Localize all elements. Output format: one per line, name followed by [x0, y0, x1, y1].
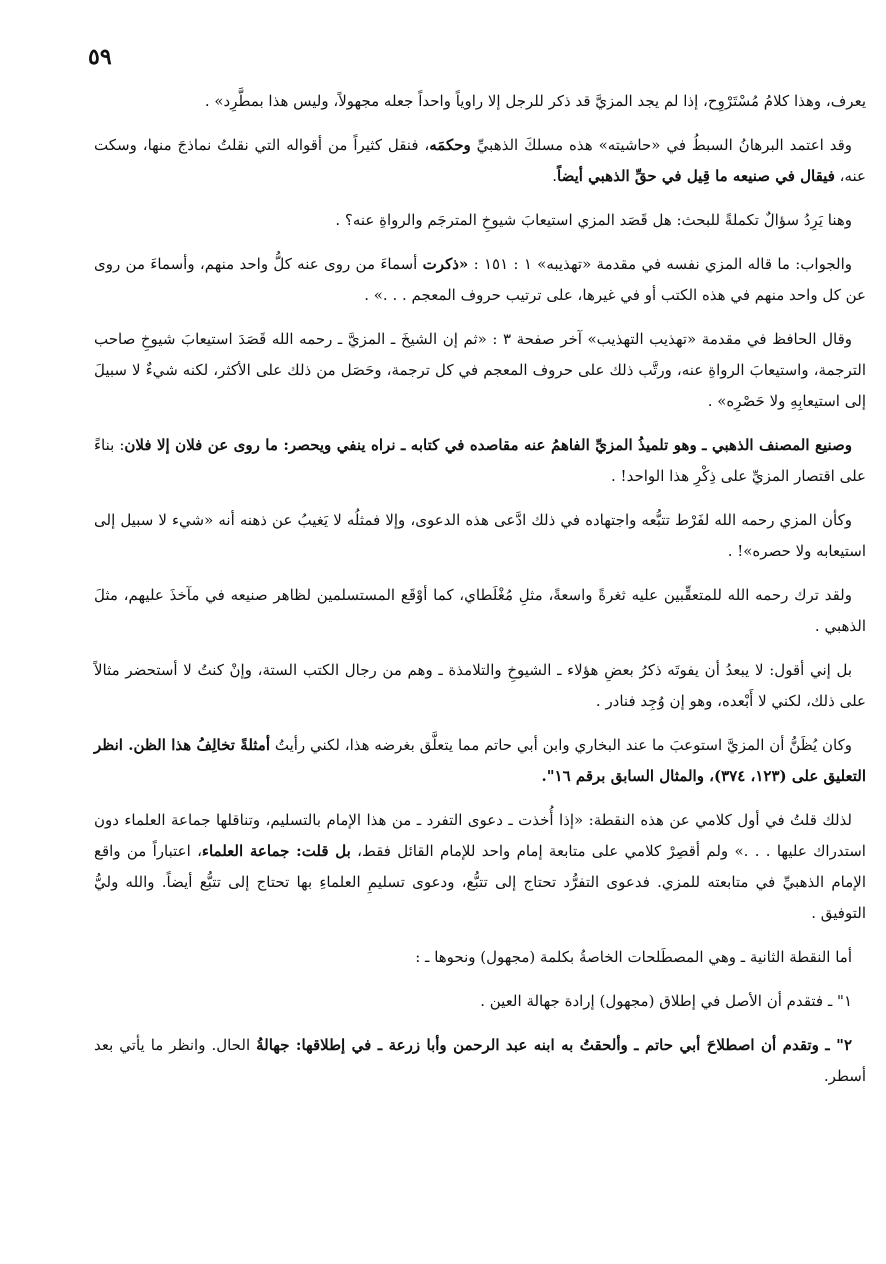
text-run: وهنا يَرِدُ سؤالٌ تكملةً للبحث: هل قَصَد المزي استيعابَ شيوخِ المترجَم والرواةِ عنه؟ .	[335, 211, 852, 229]
text-run: .	[552, 167, 557, 185]
text-run: الحال. وانظر ما يأتي بعد أسطر.	[94, 1036, 866, 1085]
text-run: ، فنقل كثيراً من أقواله التي نقلتُ نماذجَ منها، وسكت عنه،	[94, 136, 866, 185]
paragraph	[94, 430, 866, 492]
text-run: ولقد ترك رحمه الله للمتعقِّبين عليه ثغرةً واسعةً، مثلِ مُغْلَطاي، كما أوْقَع المستسلمين لظاهر صنيعه في مآخذَ عليهم، مثلَ الذهبي .	[94, 586, 866, 635]
paragraph	[94, 942, 866, 973]
paragraph	[94, 505, 866, 567]
bold-run: وحكمَه	[429, 136, 471, 154]
page-number: ٥٩	[88, 44, 112, 70]
text-run: وقد اعتمد البرهانُ السبطُ في «حاشيته» هذه مسلكَ الذهبيِّ	[470, 136, 852, 154]
text-run: والجواب: ما قاله المزي نفسه في مقدمة «تهذيبه» ١ : ١٥١ :	[468, 255, 853, 273]
paragraph	[94, 986, 866, 1017]
paragraph	[94, 580, 866, 642]
paragraph	[94, 324, 866, 417]
bold-run: أمثلةً تخالِفُ هذا الظن. انظر التعليق على (١٢٣، ٣٧٤)، والمثال السابق برقم ١٦".	[94, 736, 866, 785]
paragraph	[94, 86, 866, 117]
paragraph	[94, 130, 866, 192]
text-run: ١" ـ فتقدم أن الأصل في إطلاق (مجهول) إرادة جهالة العين .	[480, 992, 852, 1010]
text-run: وكان يُظَنُّ أن المزيَّ استوعبَ ما عند البخاري وابن أبي حاتم مما يتعلَّق بغرضه هذا، لكني رأيتُ	[270, 736, 852, 754]
text-run: لذلك قلتُ في أول كلامي عن هذه النقطة: «إذا أُخذت ـ دعوى التفرد ـ من هذا الإمام بالتسليم، وتناقلها جماعة العلماء دون استدراك عليها . . .» ولم أقصِرْ كلامي على متابعة إمام واحد للإمام القائل فقط،	[94, 811, 866, 860]
bold-run: «ذكرت	[422, 255, 469, 273]
text-run: وقال الحافظ في مقدمة «تهذيب التهذيب» آخر صفحة ٣ : «ثم إن الشيخَ ـ المزيَّ ـ رحمه الله قَصَدَ استيعابَ شيوخِ صاحب الترجمة، واستيعابَ الرواةِ عنه، ورتَّب ذلك على حروف المعجم في كل ترجمة، وحَصَل من ذلك على الأكثر، لكنه شيءٌ لا سبيلَ إلى استيعابِهِ ولا حَصْرِه» .	[94, 330, 866, 410]
paragraph	[94, 1030, 866, 1092]
text-run: : بناءً على اقتصار المزيِّ على ذِكْرِ هذا الواحد! .	[94, 436, 866, 485]
text-run: يعرف، وهذا كلامُ مُسْتَرْوِح، إذا لم يجد المزيَّ قد ذكر للرجل إلا راوياً واحداً جعله مجهولاً، وليس هذا بمطَّرِد» .	[204, 92, 866, 110]
text-run: أسماءَ من روى عنه كلُّ واحد منهم، وأسماءَ من روى عن كل واحد منهم في هذه الكتب أو في غيرها، على ترتيب حروف المعجم . . .» .	[94, 255, 866, 304]
bold-run: وصنيع المصنف الذهبي ـ وهو تلميذُ المزيِّ الفاهمُ عنه مقاصده في كتابه ـ نراه ينفي ويحصر: ما روى عن فلان إلا فلان	[124, 436, 852, 454]
paragraph	[94, 730, 866, 792]
page-body	[94, 86, 866, 1105]
text-run: بل إني أقول: لا يبعدُ أن يفوتَه ذكرُ بعضِ هؤلاء ـ الشيوخِ والتلامذة ـ وهم من رجال الكتب الستة، وإنْ كنتُ لا أستحضر مثالاً على ذلك، لكني لا أَبْعده، وهو إن وُجِد فنادر .	[94, 661, 866, 710]
paragraph	[94, 249, 866, 311]
bold-run: بل قلت: جماعة العلماء	[201, 842, 351, 860]
text-run: وكأن المزي رحمه الله لفَرْط تتبُّعه واجتهاده في ذلك ادَّعى هذه الدعوى، وإلا فمثلُه لا يَغيبُ عن ذهنه أنه «شيء لا سبيل إلى استيعابه ولا حصره»! .	[94, 511, 866, 560]
bold-run: ٢" ـ وتقدم أن اصطلاحَ أبي حاتم ـ وألحقتُ به ابنه عبد الرحمن وأبا زرعة ـ في إطلاقها: جهالةُ	[256, 1036, 853, 1054]
paragraph	[94, 205, 866, 236]
bold-run: فيقال في صنيعه ما قِيل في حقِّ الذهبي أيضاً	[557, 167, 835, 185]
paragraph	[94, 655, 866, 717]
text-run: ، اعتباراً من واقع الإمام الذهبيِّ في متابعته للمزي. فدعوى التفرُّد تحتاج إلى تتبُّع، ودعوى تسليمِ العلماءِ بها تحتاج إلى تتبُّع أيضاً. والله وليُّ التوفيق .	[94, 842, 866, 922]
paragraph	[94, 805, 866, 929]
text-run: أما النقطة الثانية ـ وهي المصطَلحات الخاصةُ بكلمة (مجهول) ونحوها ـ :	[415, 948, 852, 966]
